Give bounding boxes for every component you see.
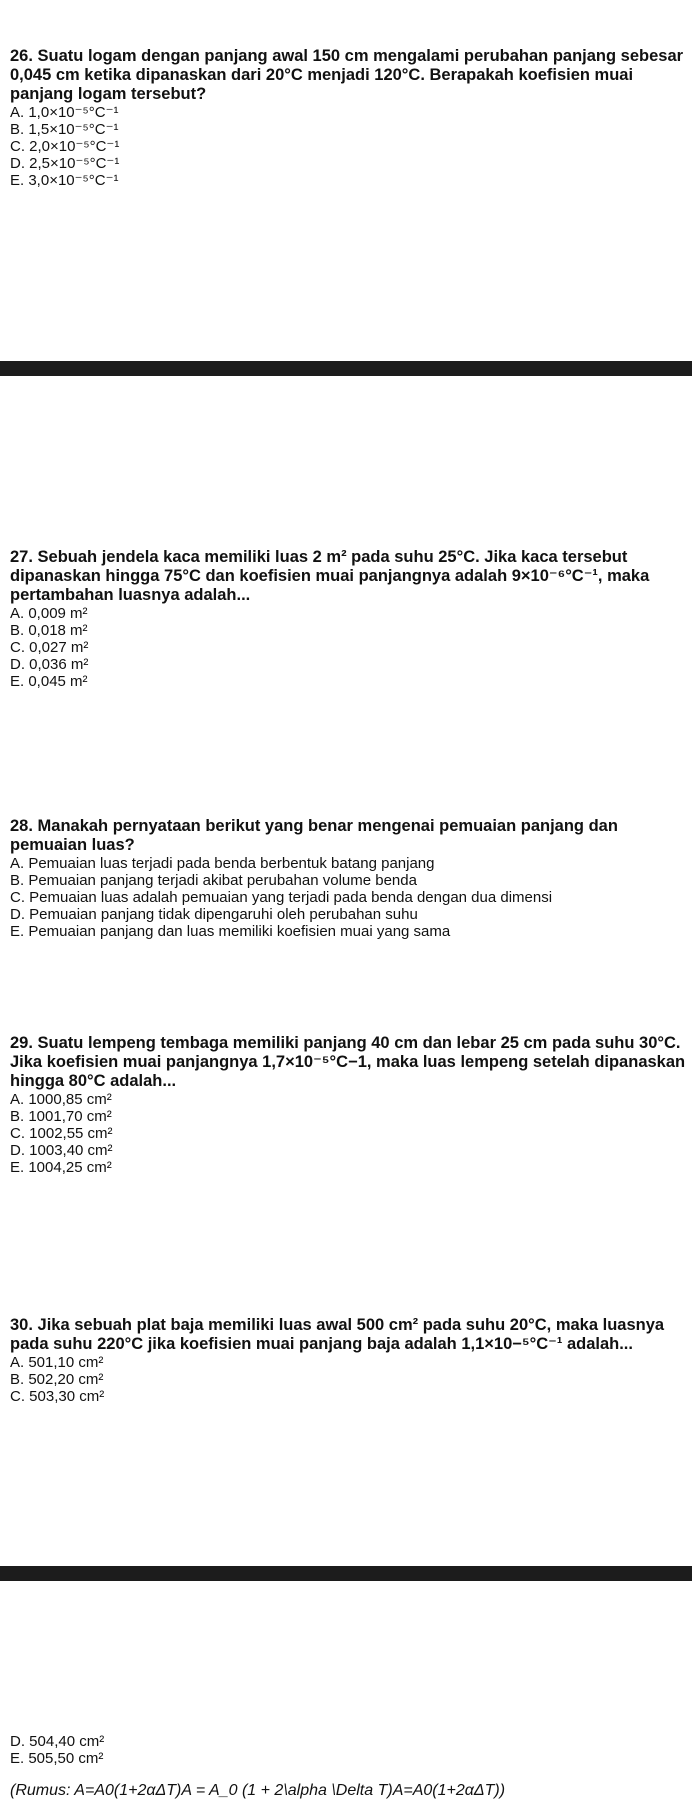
q29-option-c: C. 1002,55 cm²	[10, 1125, 113, 1142]
question-29-text: 29. Suatu lempeng tembaga memiliki panjang 40 cm dan lebar 25 cm pada suhu 30°C. Jika koefisien muai panjangnya 1,7×10⁻⁵°C−1, maka luas lempeng setelah dipanaskan hingga 80°C adalah...	[10, 1034, 686, 1090]
q27-option-e: E. 0,045 m²	[10, 673, 88, 690]
question-26	[10, 47, 686, 189]
q29-option-b: B. 1001,70 cm²	[10, 1108, 112, 1125]
q26-option-a: A. 1,0×10⁻⁵°C⁻¹	[10, 104, 119, 121]
question-27-text: 27. Sebuah jendela kaca memiliki luas 2 m² pada suhu 25°C. Jika kaca tersebut dipanaskan hingga 75°C dan koefisien muai panjangnya adalah 9×10⁻⁶°C⁻¹, maka pertambahan luasnya adalah...	[10, 548, 650, 604]
q27-option-b: B. 0,018 m²	[10, 622, 88, 639]
q30-option-c: C. 503,30 cm²	[10, 1388, 105, 1405]
q27-option-d: D. 0,036 m²	[10, 656, 89, 673]
question-30	[10, 1316, 686, 1405]
q30-option-b: B. 502,20 cm²	[10, 1371, 104, 1388]
q30-option-a: A. 501,10 cm²	[10, 1354, 104, 1371]
question-29	[10, 1034, 686, 1176]
question-27	[10, 548, 686, 690]
q29-option-e: E. 1004,25 cm²	[10, 1159, 112, 1176]
q28-option-b: B. Pemuaian panjang terjadi akibat perubahan volume benda	[10, 872, 417, 889]
q26-option-c: C. 2,0×10⁻⁵°C⁻¹	[10, 138, 120, 155]
q28-option-e: E. Pemuaian panjang dan luas memiliki koefisien muai yang sama	[10, 923, 451, 940]
q29-option-d: D. 1003,40 cm²	[10, 1142, 113, 1159]
section-divider	[0, 361, 692, 376]
q28-option-d: D. Pemuaian panjang tidak dipengaruhi oleh perubahan suhu	[10, 906, 418, 923]
q26-option-d: D. 2,5×10⁻⁵°C⁻¹	[10, 155, 120, 172]
q29-option-a: A. 1000,85 cm²	[10, 1091, 112, 1108]
question-28-text: 28. Manakah pernyataan berikut yang benar mengenai pemuaian panjang dan pemuaian luas?	[10, 817, 618, 854]
question-26-text: 26. Suatu logam dengan panjang awal 150 cm mengalami perubahan panjang sebesar 0,045 cm ketika dipanaskan dari 20°C menjadi 120°C. Berapakah koefisien muai panjang logam tersebut?	[10, 47, 684, 103]
question-28	[10, 817, 686, 940]
q26-option-b: B. 1,5×10⁻⁵°C⁻¹	[10, 121, 119, 138]
q30-option-e: E. 505,50 cm²	[10, 1750, 104, 1767]
q27-option-c: C. 0,027 m²	[10, 639, 89, 656]
q28-option-c: C. Pemuaian luas adalah pemuaian yang terjadi pada benda dengan dua dimensi	[10, 889, 553, 906]
section-divider	[0, 1566, 692, 1581]
question-30-continued	[10, 1733, 686, 1767]
q30-option-d: D. 504,40 cm²	[10, 1733, 105, 1750]
formula-note: (Rumus: A=A0(1+2αΔT)A = A_0 (1 + 2\alpha \Delta T)A=A0(1+2αΔT))	[10, 1782, 506, 1799]
question-30-text: 30. Jika sebuah plat baja memiliki luas awal 500 cm² pada suhu 20°C, maka luasnya pada suhu 220°C jika koefisien muai panjang baja adalah 1,1×10−⁵°C⁻¹ adalah...	[10, 1316, 665, 1353]
q28-option-a: A. Pemuaian luas terjadi pada benda berbentuk batang panjang	[10, 855, 435, 872]
q27-option-a: A. 0,009 m²	[10, 605, 88, 622]
q26-option-e: E. 3,0×10⁻⁵°C⁻¹	[10, 172, 119, 189]
